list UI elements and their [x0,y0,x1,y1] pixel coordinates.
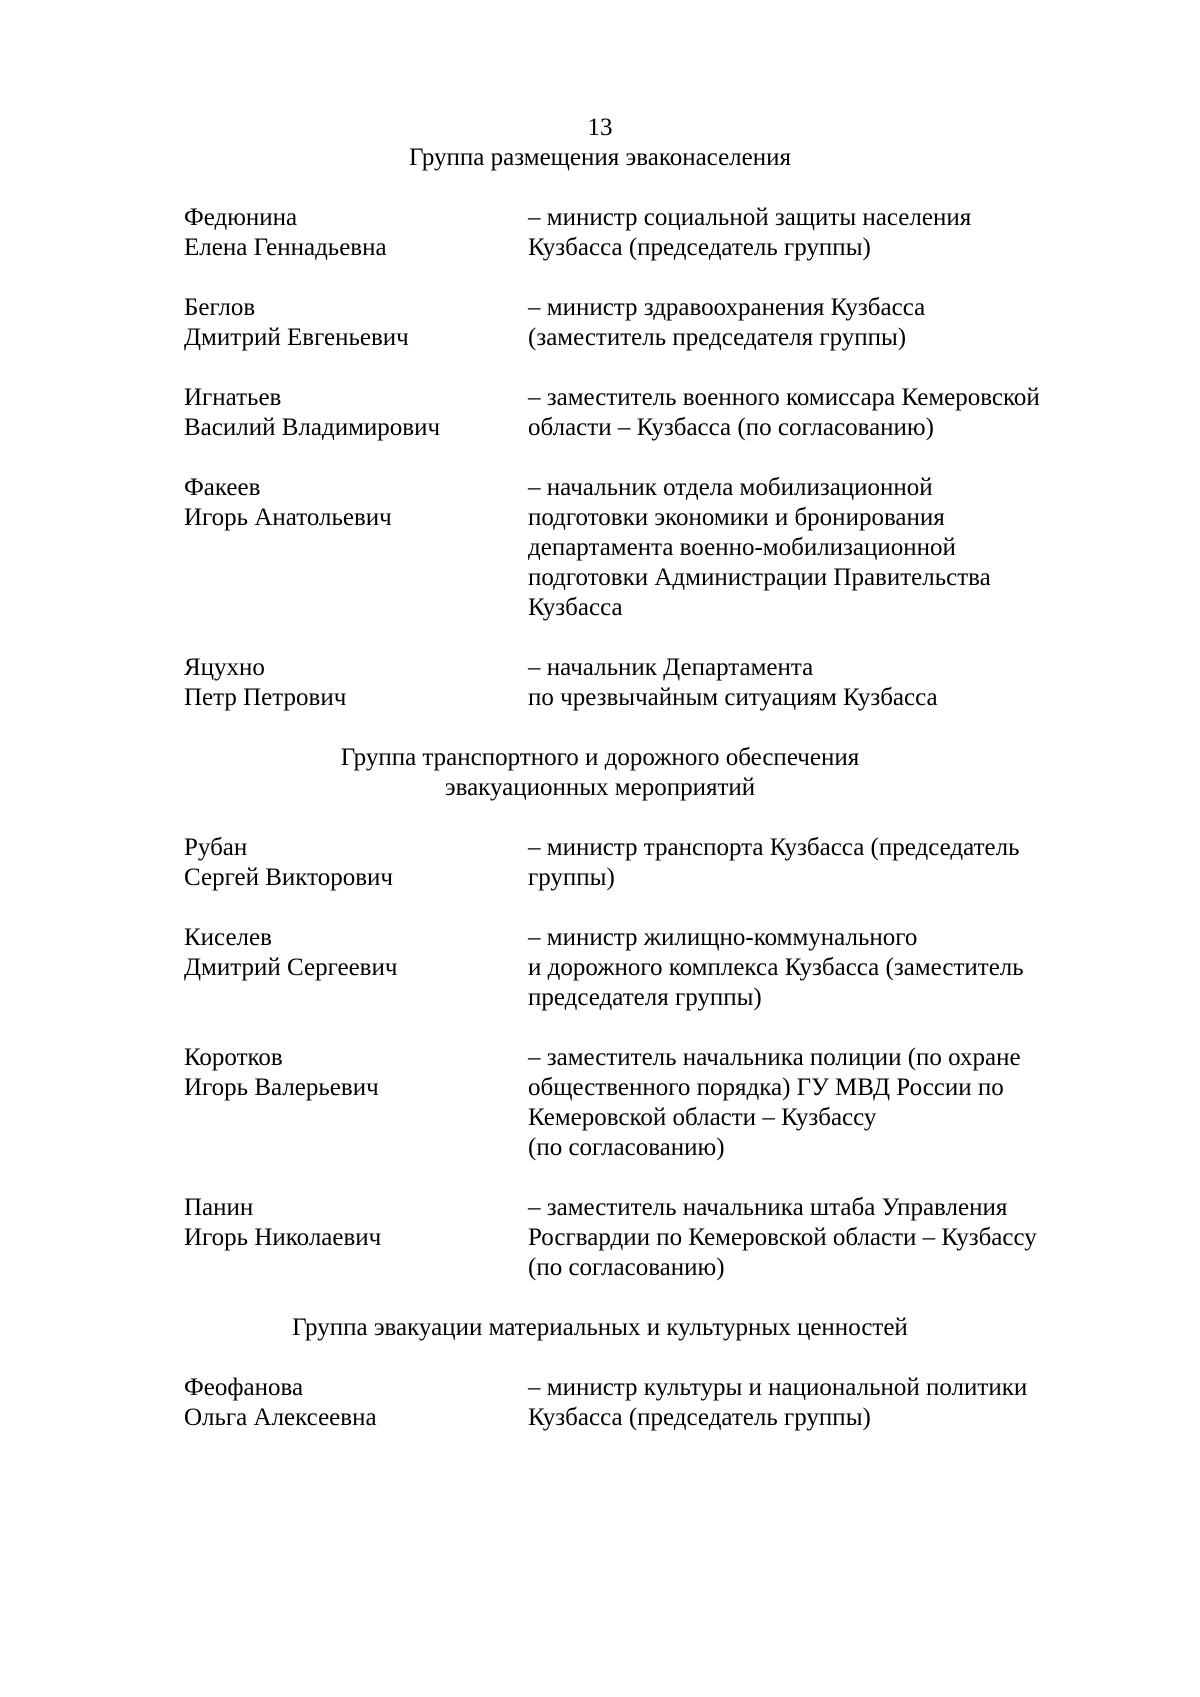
member-surname: Федюнина [184,204,298,231]
member-given-names: Василий Владимирович [184,414,441,441]
member-name [184,1193,514,1253]
group-heading-line: эвакуационных мероприятий [444,774,756,801]
group-heading-line: Группа размещения эваконаселения [408,144,792,171]
group-heading-line: Группа эвакуации материальных и культурных ценностей [292,1314,908,1341]
member-role [528,203,1124,263]
member-given-names: Петр Петрович [184,684,347,711]
group-heading-line: Группа транспортного и дорожного обеспечения [340,744,860,771]
member-name [184,473,514,533]
member-name [184,1373,514,1433]
member-role-line: Росгвардии по Кемеровской области – Кузбассу [528,1224,1037,1251]
member-role-line: (заместитель председателя группы) [528,324,907,351]
member-role-line: Кузбасса (председатель группы) [528,1404,871,1431]
member-given-names: Елена Геннадьевна [184,234,387,261]
member-role-line: – начальник Департамента [528,654,814,681]
member-role-line: – министр культуры и национальной политики [528,1374,1028,1401]
member-surname: Игнатьев [184,384,282,411]
member-role [528,383,1124,443]
member-surname: Феофанова [184,1374,304,1401]
member-role-line: председателя группы) [528,984,762,1011]
member-role-line: – министр жилищно-коммунального [528,924,918,951]
member-role-line: – заместитель начальника штаба Управления [528,1194,1008,1221]
member-surname: Киселев [184,924,272,951]
member-role-line: общественного порядка) ГУ МВД России по [528,1074,1004,1101]
page-number: 13 [587,114,613,141]
member-given-names: Игорь Анатольевич [184,504,392,531]
member-surname: Беглов [184,294,256,321]
member-given-names: Ольга Алексеевна [184,1404,377,1431]
member-name [184,833,514,893]
member-given-names: Игорь Николаевич [184,1224,382,1251]
member-role [528,1193,1124,1283]
member-role-line: – начальник отдела мобилизационной [528,474,933,501]
member-surname: Яцухно [184,654,265,681]
member-role-line: Кемеровской области – Кузбассу [528,1104,877,1131]
member-given-names: Дмитрий Сергеевич [184,954,398,981]
member-role-line: – министр здравоохранения Кузбасса [528,294,926,321]
member-role [528,1373,1124,1433]
member-role-line: – заместитель начальника полиции (по охране [528,1044,1021,1071]
member-role [528,473,1124,623]
member-surname: Факеев [184,474,261,501]
member-role [528,923,1124,1013]
member-role-line: подготовки Администрации Правительства [528,564,991,591]
member-role-line: и дорожного комплекса Кузбасса (заместитель [528,954,1024,981]
member-role-line: области – Кузбасса (по согласованию) [528,414,934,441]
member-surname: Панин [184,1194,254,1221]
member-role-line: подготовки экономики и бронирования [528,504,945,531]
member-surname: Рубан [184,834,248,861]
member-role [528,653,1124,713]
member-role-line: – министр социальной защиты населения [528,204,972,231]
member-role-line: – заместитель военного комиссара Кемеровской [528,384,1040,411]
member-name [184,923,514,983]
member-name [184,293,514,353]
member-name [184,203,514,263]
member-role-line: Кузбасса [528,594,623,621]
member-role-line: – министр транспорта Кузбасса (председатель [528,834,1020,861]
group-heading-evacuee-placement [0,143,1200,173]
group-heading-material-and-cultural-values [0,1313,1200,1343]
group-heading-transport-and-roads [0,743,1200,803]
member-surname: Коротков [184,1044,283,1071]
member-name [184,383,514,443]
member-role-line: по чрезвычайным ситуациям Кузбасса [528,684,938,711]
member-role-line: Кузбасса (председатель группы) [528,234,871,261]
member-name [184,1043,514,1103]
member-given-names: Игорь Валерьевич [184,1074,379,1101]
member-given-names: Дмитрий Евгеньевич [184,324,409,351]
member-role-line: (по согласованию) [528,1134,725,1161]
member-name [184,653,514,713]
member-role-line: группы) [528,864,615,891]
member-role [528,833,1124,893]
member-given-names: Сергей Викторович [184,864,393,891]
member-role-line: департамента военно-мобилизационной [528,534,956,561]
member-role [528,293,1124,353]
member-role-line: (по согласованию) [528,1254,725,1281]
member-role [528,1043,1124,1163]
